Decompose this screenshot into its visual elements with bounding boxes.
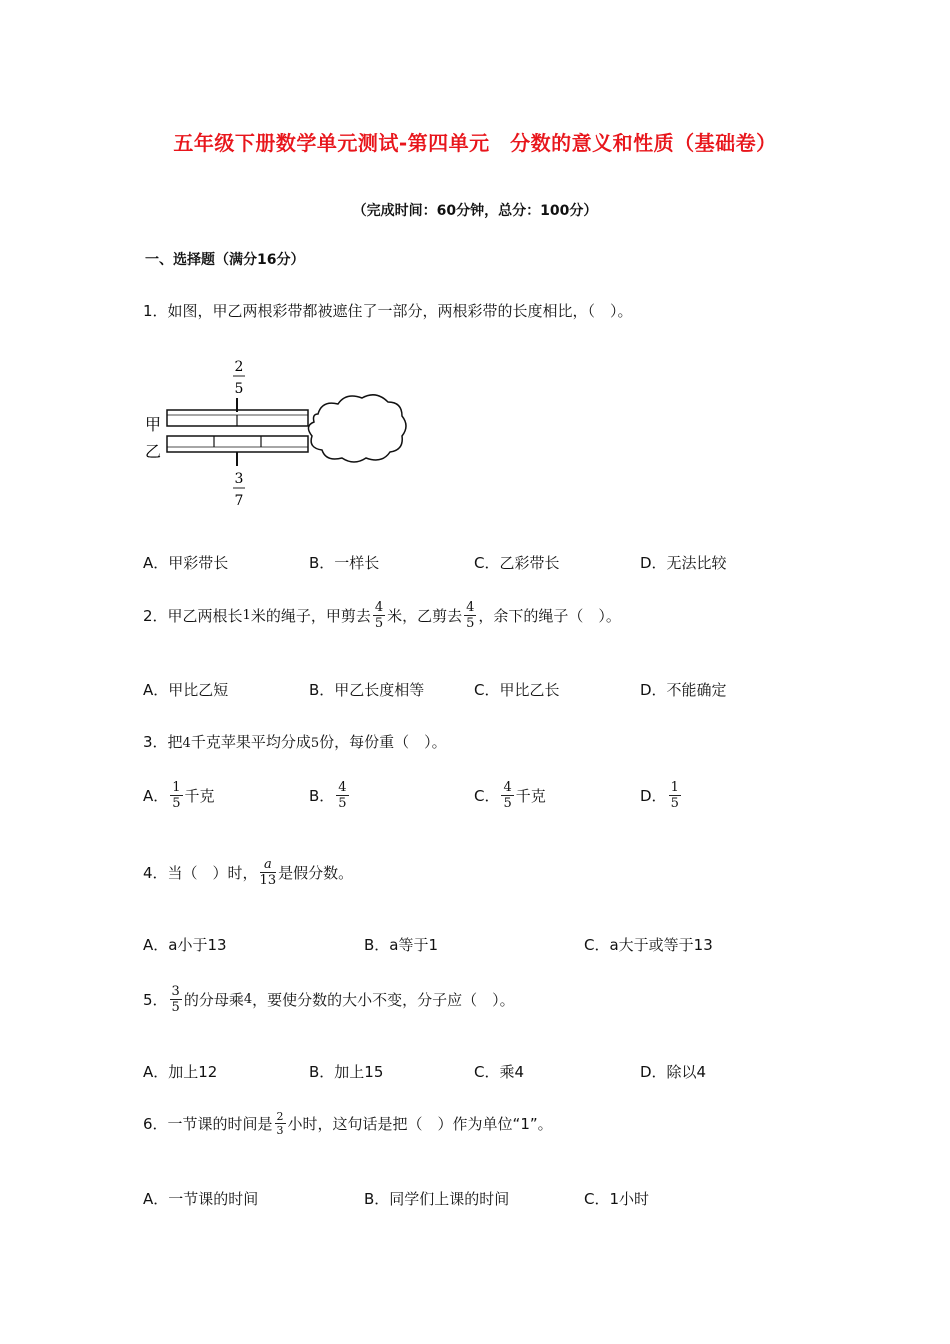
question-2-text: 2．甲乙两根长 1 米的绳子，甲剪去 $\frac{4}{5}$ 米，乙剪去 $\frac{4}{5}$ ，余下的绳子（ ）。 — [143, 600, 621, 631]
q2-option-b[interactable]: B．甲乙长度相等 — [309, 681, 425, 699]
cloud-cover — [308, 395, 406, 462]
frac-top-den: 5 — [234, 381, 244, 397]
q6-fraction: $\frac{2}{3}$ — [276, 1110, 284, 1137]
q3-option-d[interactable]: D． $\frac{1}{5}$ — [640, 780, 679, 811]
q1-option-c[interactable]: C．乙彩带长 — [474, 554, 560, 572]
q4-option-c[interactable]: C．a大于或等于13 — [584, 936, 713, 954]
q5-option-a[interactable]: A．加上12 — [143, 1063, 218, 1081]
q6-option-b[interactable]: B．同学们上课的时间 — [364, 1190, 510, 1208]
question-3-text: 3．把4千克苹果平均分成5份，每份重（ ）。 — [143, 733, 447, 751]
question-4-text: 4．当（ ）时， $\frac{a}{13}$ 是假分数。 — [143, 857, 354, 888]
label-jia: 甲 — [145, 415, 162, 434]
q5-option-d[interactable]: D．除以4 — [640, 1063, 707, 1081]
q6-option-c[interactable]: C．1小时 — [584, 1190, 650, 1208]
q2-fraction-2: $\frac{4}{5}$ — [466, 600, 475, 631]
label-yi: 乙 — [145, 442, 162, 461]
q2-option-a[interactable]: A．甲比乙短 — [143, 681, 229, 699]
q3-option-c[interactable]: C． $\frac{4}{5}$ 千克 — [474, 780, 546, 811]
section-heading-choice: 一、选择题（满分16分） — [145, 252, 305, 268]
frac-bottom-num: 3 — [234, 471, 244, 487]
q1-option-b[interactable]: B．一样长 — [309, 554, 380, 572]
q2-option-d[interactable]: D．不能确定 — [640, 681, 727, 699]
q5-fraction: $\frac{3}{5}$ — [171, 984, 180, 1015]
question-6-text: 6．一节课的时间是 $\frac{2}{3}$ 小时，这句话是把（ ）作为单位“1”。 — [143, 1110, 553, 1137]
q5-option-c[interactable]: C．乘4 — [474, 1063, 525, 1081]
ribbon-figure — [140, 352, 410, 512]
page-title: 五年级下册数学单元测试-第四单元 分数的意义和性质（基础卷） — [173, 131, 777, 155]
frac-top-num: 2 — [234, 359, 244, 375]
q3-option-a[interactable]: A． $\frac{1}{5}$ 千克 — [143, 780, 215, 811]
frac-bottom-den: 7 — [234, 493, 244, 509]
q5-option-b[interactable]: B．加上15 — [309, 1063, 384, 1081]
q4-option-b[interactable]: B．a等于1 — [364, 936, 439, 954]
ribbon-yi — [167, 436, 308, 452]
q4-fraction: $\frac{a}{13}$ — [259, 857, 277, 888]
question-5-text: 5． $\frac{3}{5}$ 的分母乘 4 ，要使分数的大小不变，分子应（ ）。 — [143, 984, 515, 1015]
q4-option-a[interactable]: A．a小于13 — [143, 936, 227, 954]
question-1-text: 1．如图，甲乙两根彩带都被遮住了一部分，两根彩带的长度相比，（ ）。 — [143, 302, 633, 320]
q1-option-d[interactable]: D．无法比较 — [640, 554, 727, 572]
q6-option-a[interactable]: A．一节课的时间 — [143, 1190, 259, 1208]
exam-info: （完成时间：60分钟，总分：100分） — [352, 203, 598, 219]
q3-option-b[interactable]: B． $\frac{4}{5}$ — [309, 780, 347, 811]
q2-option-c[interactable]: C．甲比乙长 — [474, 681, 560, 699]
q2-fraction-1: $\frac{4}{5}$ — [374, 600, 384, 631]
q1-option-a[interactable]: A．甲彩带长 — [143, 554, 229, 572]
